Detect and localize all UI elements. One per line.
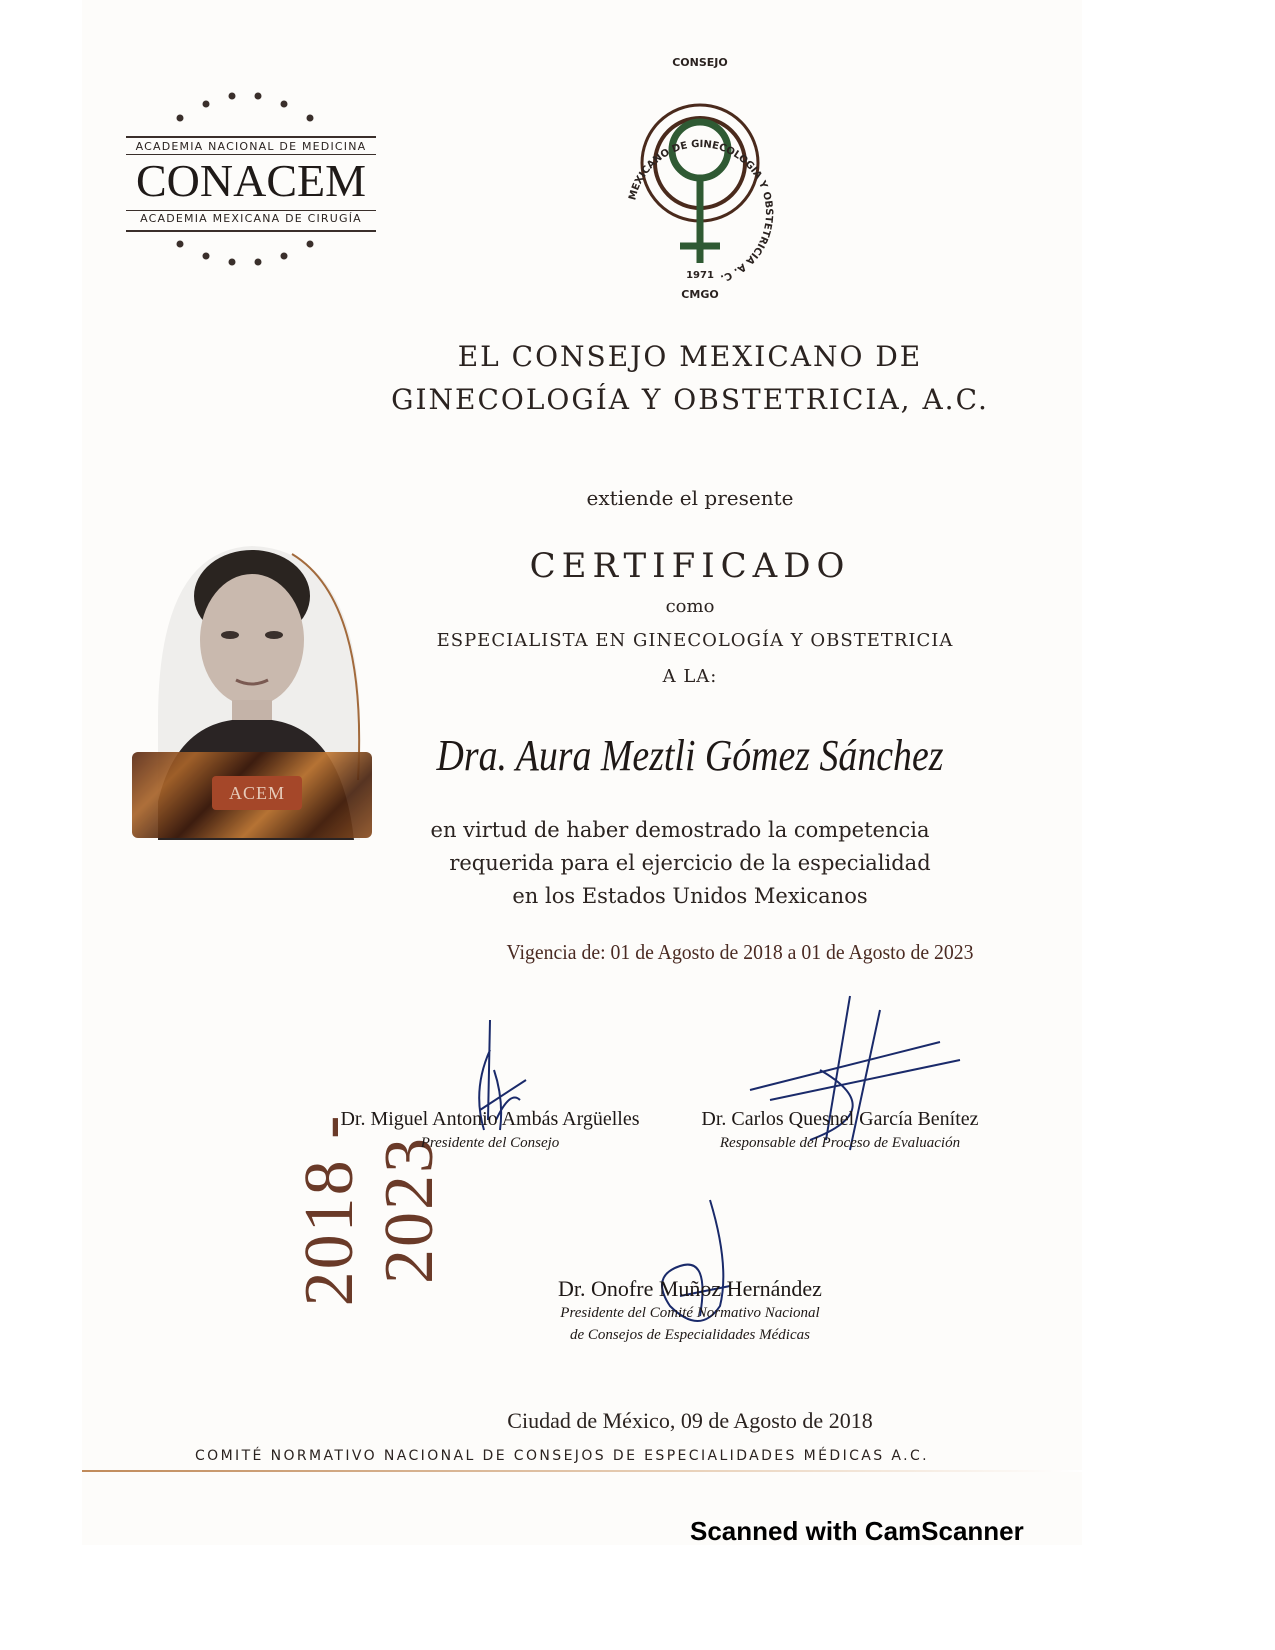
signer2-name: Dr. Carlos Quesnel García Benítez (701, 1108, 979, 1130)
reason-line1: en virtud de haber demostrado la competencia (430, 818, 930, 842)
camscanner-watermark: Scanned with CamScanner (690, 1516, 1024, 1546)
signer1-role: Presidente del Consejo (420, 1135, 560, 1151)
cmgo-ring-text: MEXICANO DE GINECOLOGIA Y OBSTETRICIA A. C. (627, 138, 775, 284)
signer3-role-line2: de Consejos de Especialidades Médicas (570, 1327, 810, 1343)
reason-line3: en los Estados Unidos Mexicanos (512, 884, 868, 908)
reason-line2: requerida para el ejercicio de la especialidad (449, 851, 931, 875)
conacem-rule (126, 136, 376, 138)
conacem-rule (126, 210, 376, 211)
signer2-role: Responsable del Proceso de Evaluación (719, 1135, 961, 1151)
validity-text: Vigencia de: 01 de Agosto de 2018 a 01 de Agosto de 2023 (506, 940, 974, 964)
signer3-name: Dr. Onofre Muñoz Hernández (558, 1276, 822, 1301)
hologram-label: ACEM (212, 776, 302, 810)
validity-years-vertical: 2018 - 2023 (291, 1113, 448, 1307)
certificate-heading: CERTIFICADO (529, 546, 851, 586)
conacem-bottom-line: ACADEMIA MEXICANA DE CIRUGÍA (140, 212, 362, 225)
cmgo-abbr: CMGO (681, 288, 719, 301)
council-title-line1: EL CONSEJO MEXICANO DE (457, 340, 923, 373)
intro-text: extiende el presente (586, 486, 794, 510)
como-text: como (665, 596, 715, 617)
footer-organization: COMITÉ NORMATIVO NACIONAL DE CONSEJOS DE ESPECIALIDADES MÉDICAS A.C. (194, 1448, 930, 1464)
conacem-top-line: ACADEMIA NACIONAL DE MEDICINA (135, 140, 367, 153)
place-date: Ciudad de México, 09 de Agosto de 2018 (507, 1408, 873, 1433)
cmgo-seal (610, 50, 790, 310)
hologram-sticker (132, 752, 372, 838)
specialty-text: ESPECIALISTA EN GINECOLOGÍA Y OBSTETRICIA (436, 630, 954, 651)
conacem-logo (126, 44, 376, 234)
council-title-line2: GINECOLOGÍA Y OBSTETRICIA, A.C. (391, 383, 989, 416)
signature-committee (640, 1196, 760, 1346)
recipient-photo (132, 540, 372, 840)
footer-rule (82, 1470, 1082, 1472)
conacem-name: CONACEM (135, 155, 367, 206)
recipient-name: Dra. Aura Meztli Gómez Sánchez (436, 731, 944, 780)
a-la-text: A LA: (662, 666, 718, 687)
conacem-rule (126, 230, 376, 232)
cmgo-arc-top: CONSEJO (672, 56, 728, 69)
signer3-role-line1: Presidente del Comité Normativo Nacional (560, 1305, 820, 1321)
cmgo-emblem (610, 68, 790, 288)
cmgo-year: 1971 (686, 270, 714, 281)
signer1-name: Dr. Miguel Antonio Ambás Argüelles (340, 1108, 640, 1130)
